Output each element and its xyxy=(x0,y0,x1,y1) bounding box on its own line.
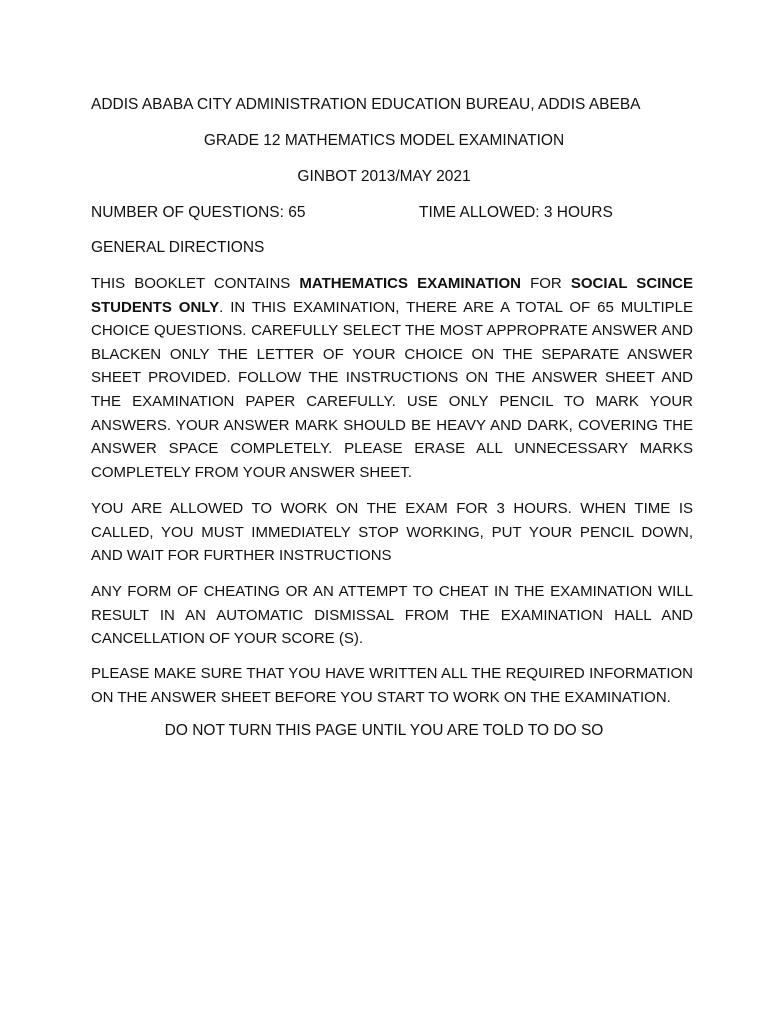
time-allowed: TIME ALLOWED: 3 HOURS xyxy=(419,204,613,221)
directions-paragraph-3: ANY FORM OF CHEATING OR AN ATTEMPT TO CHEAT IN THE EXAMINATION WILL RESULT IN AN AUTOMATIC DISMISSAL FROM THE EXAMINATION HALL AND CANCELLATION OF YOUR SCORE (S). xyxy=(91,583,693,648)
p1-bold-subject: MATHEMATICS EXAMINATION xyxy=(299,275,521,292)
exam-date: GINBOT 2013/MAY 2021 xyxy=(297,168,471,185)
directions-paragraph-2: YOU ARE ALLOWED TO WORK ON THE EXAM FOR 3 HOURS. WHEN TIME IS CALLED, YOU MUST IMMEDIATELY STOP WORKING, PUT YOUR PENCIL DOWN, AND WAIT FOR FURTHER INSTRUCTIONS xyxy=(91,500,693,565)
p1-text-e: . IN THIS EXAMINATION, THERE ARE A TOTAL OF 65 MULTIPLE CHOICE QUESTIONS. CAREFULLY SELECT THE MOST APPROPRATE ANSWER AND BLACKEN ONLY THE LETTER OF YOUR CHOICE ON THE SEPARATE ANSWER SHEET PROVIDED. FOLLOW THE INSTRUCTIONS ON THE ANSWER SHEET AND THE EXAMINATION PAPER CAREFULLY. USE ONLY PENCIL TO MARK YOUR ANSWERS. YOUR ANSWER MARK SHOULD BE HEAVY AND DARK, COVERING THE ANSWER SPACE COMPLETELY. PLEASE ERASE ALL UNNECESSARY MARKS COMPLETELY FROM YOUR ANSWER SHEET. xyxy=(91,298,693,481)
directions-paragraph-4: PLEASE MAKE SURE THAT YOU HAVE WRITTEN ALL THE REQUIRED INFORMATION ON THE ANSWER SHEET BEFORE YOU START TO WORK ON THE EXAMINATION. xyxy=(91,665,693,706)
exam-title: GRADE 12 MATHEMATICS MODEL EXAMINATION xyxy=(203,132,565,149)
general-directions-heading: GENERAL DIRECTIONS xyxy=(91,239,265,256)
p1-text-c: FOR xyxy=(520,275,571,292)
directions-paragraph-1 xyxy=(91,272,693,484)
p1-bold-audience: SOCIAL SCINCE STUDENTS ONLY xyxy=(91,275,693,316)
number-of-questions: NUMBER OF QUESTIONS: 65 xyxy=(91,204,306,221)
bureau-heading: ADDIS ABABA CITY ADMINISTRATION EDUCATION BUREAU, ADDIS ABEBA xyxy=(91,96,641,113)
closing-instruction: DO NOT TURN THIS PAGE UNTIL YOU ARE TOLD TO DO SO xyxy=(164,722,604,739)
p1-text-a: THIS BOOKLET CONTAINS xyxy=(91,275,300,292)
